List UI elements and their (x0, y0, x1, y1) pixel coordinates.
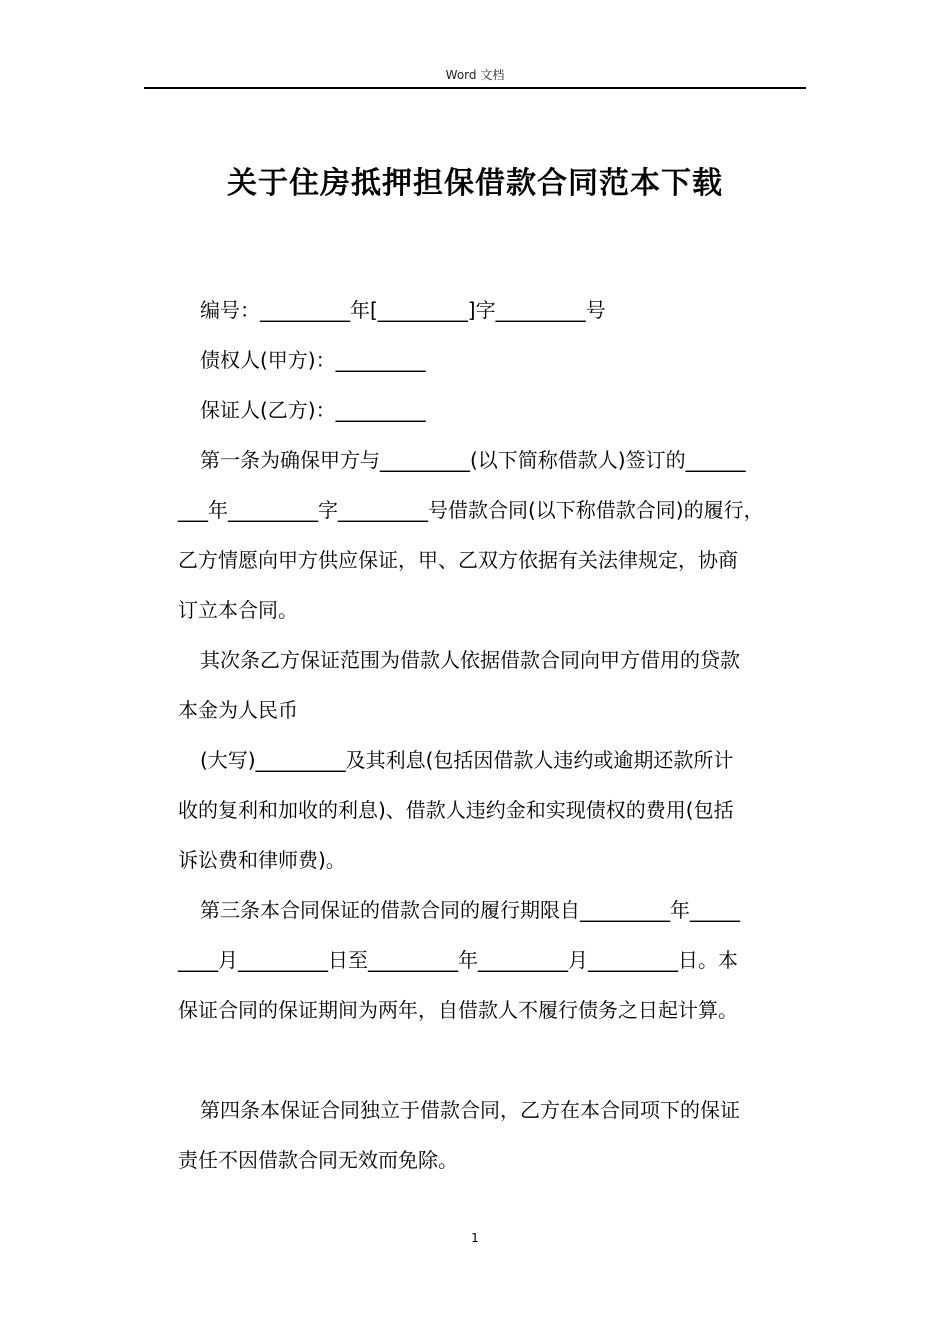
article-2-line-2: 本金为人民币 (178, 698, 298, 722)
document-title: 关于住房抵押担保借款合同范本下载 (227, 166, 723, 201)
article-1-line-1: 第一条为确保甲方与_________(以下简称借款人)签订的______ (200, 448, 746, 472)
article-2-line-4: 收的复利和加收的利息)、借款人违约金和实现债权的费用(包括 (178, 798, 734, 822)
header-divider (144, 87, 806, 89)
creditor-line: 债权人(甲方)：_________ (200, 348, 426, 372)
article-4-line-1: 第四条本保证合同独立于借款合同，乙方在本合同项下的保证 (200, 1098, 740, 1122)
article-3-line-1: 第三条本合同保证的借款合同的履行期限自_________年_____ (200, 898, 740, 922)
guarantor-line: 保证人(乙方)：_________ (200, 398, 426, 422)
article-2-line-1: 其次条乙方保证范围为借款人依据借款合同向甲方借用的贷款 (200, 648, 740, 672)
article-3-line-2: ____月_________日至_________年_________月_________日。本 (178, 948, 738, 972)
article-2-line-3: (大写)_________及其利息(包括因借款人违约或逾期还款所计 (200, 748, 734, 772)
article-3-line-3: 保证合同的保证期间为两年，自借款人不履行债务之日起计算。 (178, 998, 738, 1022)
page-number: 1 (471, 1231, 479, 1245)
article-1-line-2: ___年_________字_________号借款合同(以下称借款合同)的履行， (178, 498, 764, 522)
contract-number-line: 编号：_________年[_________]字_________号 (200, 298, 606, 322)
article-1-line-4: 订立本合同。 (178, 598, 298, 622)
page-header: Word 文档 (445, 68, 505, 82)
article-2-line-5: 诉讼费和律师费)。 (178, 848, 346, 872)
article-1-line-3: 乙方情愿向甲方供应保证，甲、乙双方依据有关法律规定，协商 (178, 548, 738, 572)
article-4-line-2: 责任不因借款合同无效而免除。 (178, 1148, 458, 1172)
